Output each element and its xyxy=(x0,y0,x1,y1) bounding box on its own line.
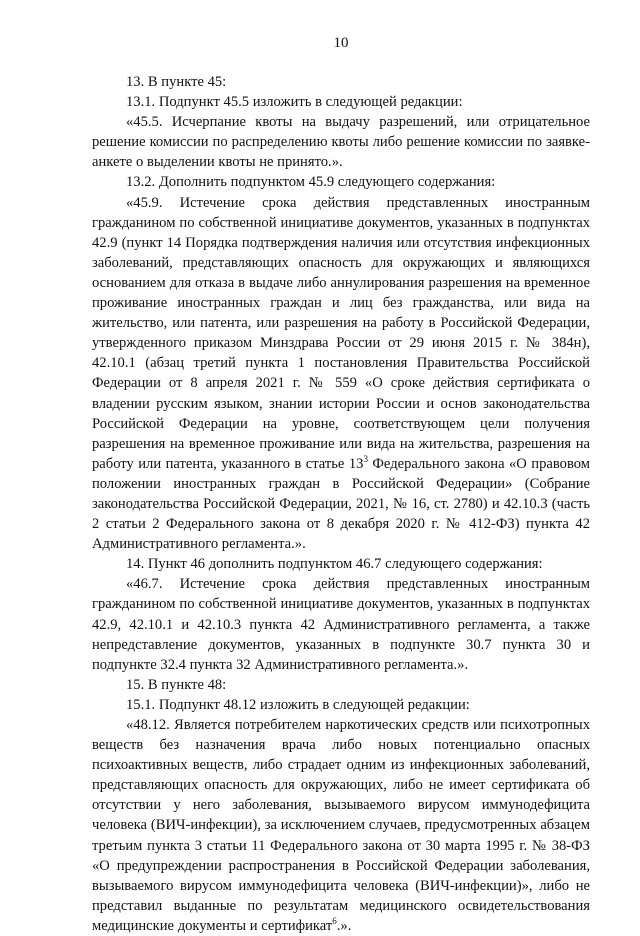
paragraph-48-12-text-b: .». xyxy=(336,917,352,934)
paragraph-45-5: «45.5. Исчерпание квоты на выдачу разрешений, или отрицательное решение комиссии по распределению квоты либо решение комиссии по заявке-анкете о выделении квоты не принято.». xyxy=(92,114,590,171)
paragraph-45-9-text-b: Федерального закона «О правовом положении иностранных граждан в Российской Федерации» (Собрание законодательства Российской Федерации, 2021, № 16, ст. 2780) и 42.10.3 (часть 2 статьи 2 Федерального закона от 8 декабря 2020 г. № 412-ФЗ) пункта 42 Административного регламента.». xyxy=(92,455,591,553)
paragraph-13-1: 13.1. Подпункт 45.5 изложить в следующей редакции: xyxy=(126,94,463,111)
paragraph-48-12-text-a: «48.12. Является потребителем наркотических средств или психотропных веществ без назначения врача либо новых потенциально опасных психоактивных веществ, либо страдает одним из инфекционных заболеваний, представляющих опасность для окружающих, либо не имеет сертификата об отсутствии у него заболевания, вызываемого вирусом иммунодефицита человека (ВИЧ-инфекции), за исключением случаев, предусмотренных абзацем третьим пункта 3 статьи 11 Федерального закона от 30 марта 1995 г. № 38-ФЗ «О предупреждении распространения в Российской Федерации заболевания, вызываемого вирусом иммунодефицита человека (ВИЧ-инфекции)», либо не представил выданные по результатам медицинского освидетельствования медицинские документы и сертификат xyxy=(92,717,590,934)
paragraph-45-9-text-a: «45.9. Истечение срока действия представленных иностранным гражданином по собственной инициативе документов, указанных в подпунктах 42.9 (пункт 14 Порядка подтверждения наличия или отсутствия инфекционных заболеваний, представляющих опасность для окружающих и являющихся основанием для отказа в выдаче либо аннулирования разрешения на временное проживание иностранных граждан и лиц без гражданства, или вида на жительство, или патента, или разрешения на работу в Российской Федерации, утвержденного приказом Минздрава России от 29 июня 2015 г. № 384н), 42.10.1 (абзац третий пункта 1 постановления Правительства Российской Федерации от 8 апреля 2021 г. № 559 «О сроке действия сертификата о владении русским языком, знании истории России и основ законодательства Российской Федерации на уровне, соответствующем цели получения разрешения на временное проживание или вида на жительства, разрешения на работу или патента, указанного в статье 13 xyxy=(92,194,590,472)
paragraph-15-1: 15.1. Подпункт 48.12 изложить в следующей редакции: xyxy=(126,696,470,713)
paragraph-46-7: «46.7. Истечение срока действия представленных иностранным гражданином по собственной инициативе документов, указанных в подпунктах 42.9, 42.10.1 и 42.10.3 пункта 42 Административного регламента, а также непредставление документов, указанных в подпункте 30.7 пункта 30 и подпункте 32.4 пункта 32 Административного регламента.». xyxy=(92,576,590,673)
footnote-superscript: 6 xyxy=(332,916,337,927)
paragraph-45-9 xyxy=(92,193,590,555)
paragraph-13-2: 13.2. Дополнить подпунктом 45.9 следующего содержания: xyxy=(126,174,496,191)
footnote-superscript: 3 xyxy=(363,453,368,464)
paragraph-15: 15. В пункте 48: xyxy=(126,676,227,693)
paragraph-14: 14. Пункт 46 дополнить подпунктом 46.7 следующего содержания: xyxy=(126,556,543,573)
paragraph-13: 13. В пункте 45: xyxy=(126,74,227,90)
paragraph-48-12 xyxy=(92,715,590,936)
page-number: 10 xyxy=(333,35,349,51)
